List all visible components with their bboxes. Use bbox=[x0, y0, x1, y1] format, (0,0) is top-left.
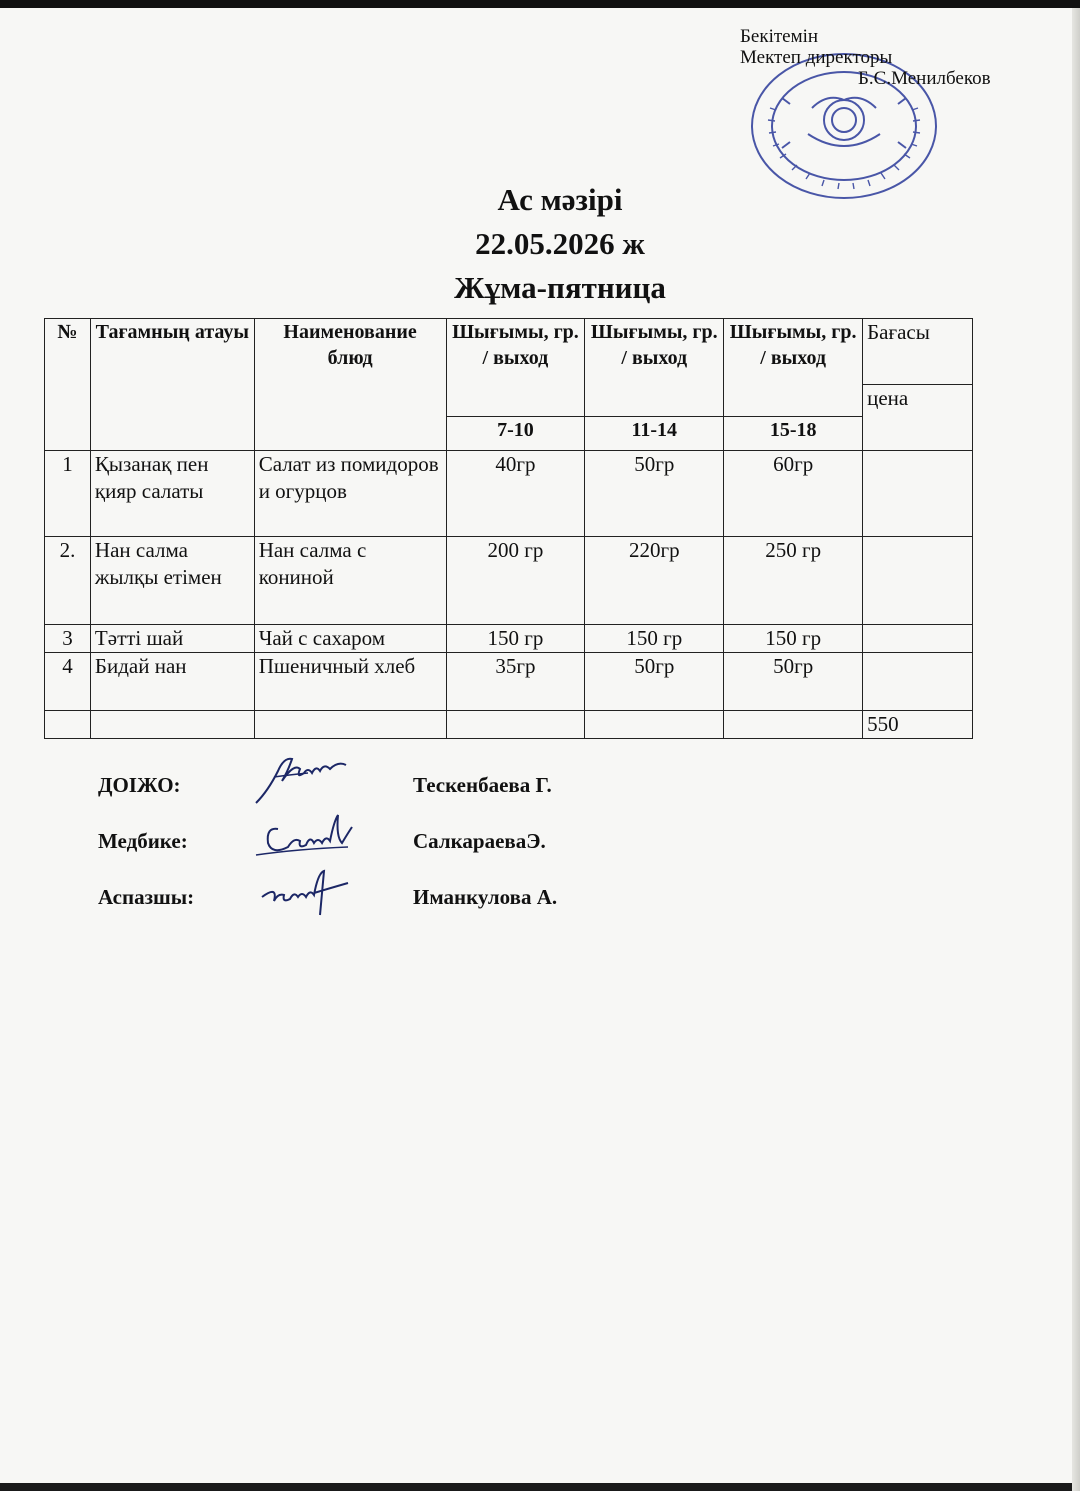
menu-title-block bbox=[0, 178, 1080, 310]
table-row bbox=[45, 537, 973, 625]
signature-row bbox=[98, 821, 798, 877]
output-15-18: 150 гр bbox=[724, 625, 863, 653]
price-cell bbox=[863, 537, 973, 625]
table-row bbox=[45, 653, 973, 711]
header-age-3: 15-18 bbox=[724, 417, 863, 451]
header-price-ru: цена bbox=[863, 385, 973, 451]
signature-row bbox=[98, 877, 798, 933]
signer-name: СалкараеваЭ. bbox=[413, 829, 546, 853]
approval-line-2: Мектеп директоры bbox=[740, 47, 893, 68]
menu-table bbox=[44, 318, 973, 739]
row-number: 2. bbox=[45, 537, 91, 625]
signatures-block bbox=[98, 765, 798, 933]
signer-role: Медбике: bbox=[98, 829, 188, 853]
signer-role: ДОІЖО: bbox=[98, 773, 181, 797]
output-7-10: 40гр bbox=[446, 451, 585, 537]
dish-name-kz: Қызанақ пен қияр салаты bbox=[90, 451, 254, 537]
output-11-14: 150 гр bbox=[585, 625, 724, 653]
price-cell bbox=[863, 451, 973, 537]
dish-name-ru: Пшеничный хлеб bbox=[254, 653, 446, 711]
price-cell bbox=[863, 625, 973, 653]
output-15-18: 50гр bbox=[724, 653, 863, 711]
header-name-ru: Наименование блюд bbox=[254, 319, 446, 451]
header-number: № bbox=[45, 319, 91, 451]
handwritten-signature bbox=[248, 807, 358, 867]
row-number: 1 bbox=[45, 451, 91, 537]
table-row bbox=[45, 451, 973, 537]
dish-name-ru: Чай с сахаром bbox=[254, 625, 446, 653]
row-number: 4 bbox=[45, 653, 91, 711]
header-age-1: 7-10 bbox=[446, 417, 585, 451]
table-row bbox=[45, 625, 973, 653]
dish-name-ru: Нан салма с кониной bbox=[254, 537, 446, 625]
row-number: 3 bbox=[45, 625, 91, 653]
menu-day: Жұма-пятница bbox=[454, 270, 666, 305]
director-name: Б.С.Менилбеков bbox=[858, 68, 991, 89]
signature-row bbox=[98, 765, 798, 821]
dish-name-ru: Салат из помидоров и огурцов bbox=[254, 451, 446, 537]
menu-title: Ас мәзірі bbox=[497, 182, 623, 217]
approval-line-1: Бекітемін bbox=[740, 26, 819, 47]
total-row bbox=[45, 711, 973, 739]
output-7-10: 200 гр bbox=[446, 537, 585, 625]
output-11-14: 50гр bbox=[585, 451, 724, 537]
output-11-14: 220гр bbox=[585, 537, 724, 625]
handwritten-signature bbox=[248, 863, 358, 923]
header-output-1: Шығымы, гр. / выход bbox=[446, 319, 585, 417]
header-price-kz: Бағасы bbox=[863, 319, 973, 385]
dish-name-kz: Нан салма жылқы етімен bbox=[90, 537, 254, 625]
approval-block bbox=[740, 26, 1040, 89]
signer-name: Иманкулова А. bbox=[413, 885, 558, 909]
header-output-3: Шығымы, гр. / выход bbox=[724, 319, 863, 417]
price-cell bbox=[863, 653, 973, 711]
dish-name-kz: Бидай нан bbox=[90, 653, 254, 711]
header-output-2: Шығымы, гр. / выход bbox=[585, 319, 724, 417]
dish-name-kz: Тәтті шай bbox=[90, 625, 254, 653]
output-7-10: 150 гр bbox=[446, 625, 585, 653]
header-name-kz: Тағамның атауы bbox=[90, 319, 254, 451]
output-11-14: 50гр bbox=[585, 653, 724, 711]
total-price: 550 bbox=[863, 711, 973, 739]
signer-name: Тескенбаева Г. bbox=[413, 773, 552, 797]
output-15-18: 250 гр bbox=[724, 537, 863, 625]
menu-date: 22.05.2026 ж bbox=[475, 226, 645, 261]
header-age-2: 11-14 bbox=[585, 417, 724, 451]
output-7-10: 35гр bbox=[446, 653, 585, 711]
output-15-18: 60гр bbox=[724, 451, 863, 537]
handwritten-signature bbox=[248, 751, 358, 811]
signer-role: Аспазшы: bbox=[98, 885, 195, 909]
